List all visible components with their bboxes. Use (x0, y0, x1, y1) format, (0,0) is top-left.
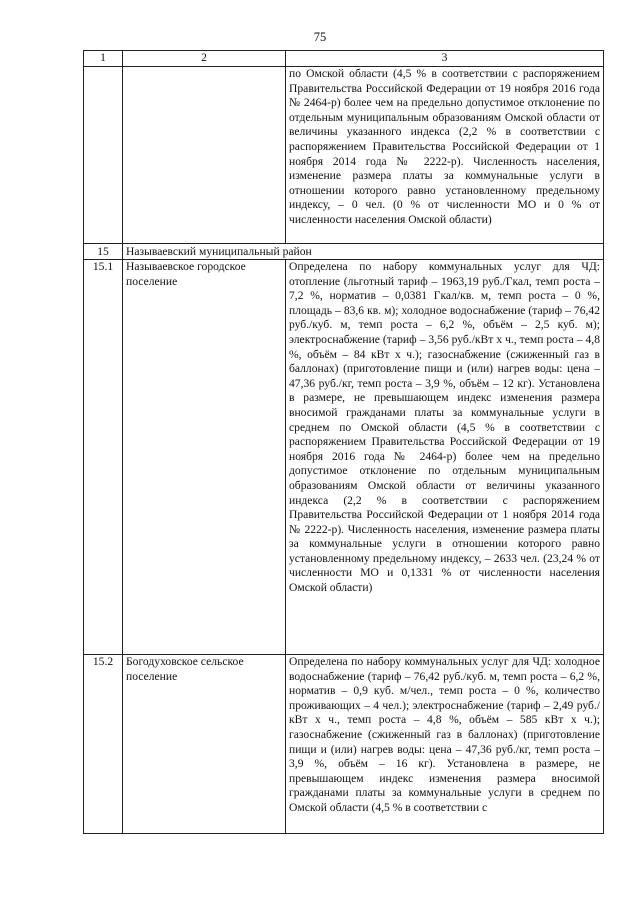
table-header-row (84, 51, 604, 67)
row-number: 15.1 (84, 260, 123, 655)
row-description-cell: по Омской области (4,5 % в соответствии с распоряжением Правительства Российской Федерации от 19 ноября 2016 года № 2464-р) более чем на предельно допустимое отклонение по отдельным муниципальным образованиям Омской области от величины указанного индекса (2,2 % в соответствии с распоряжением Правительства Российской Федерации от 1 ноября 2014 года № 2222-р). Численность населения, изменение размера платы за коммунальные услуги в отношении которого равно установленному предельному индексу, – 0 чел. (0 % от численности МО и 0 % от численности населения Омской области) (286, 67, 604, 244)
row-name-cell (123, 67, 286, 244)
section-number: 15 (84, 244, 123, 260)
column-header-3: 3 (286, 51, 604, 67)
table-row (84, 260, 604, 655)
row-settlement-name: Богодуховское сельское поселение (123, 655, 286, 834)
table-section-row (84, 244, 604, 260)
section-title: Называевский муниципальный район (123, 244, 604, 260)
table-row-continuation (84, 67, 604, 244)
column-header-2: 2 (123, 51, 286, 67)
row-description: Определена по набору коммунальных услуг для ЧД: холодное водоснабжение (тариф – 76,42 руб./куб. м, темп роста – 6,2 %, норматив – 0,9 куб. м/чел., темп роста – 0 %, количество проживающих – 4 чел.); электроснабжение (тариф – 2,49 руб./кВт х ч., темп роста – 4,8 %, объём – 585 кВт х ч.); газоснабжение (сжиженный газ в баллонах) (приготовление пищи и (или) нагрев воды: цена – 47,36 руб./кг, темп роста – 3,9 %, объём – 16 кг). Установлена в размере, не превышающем индекс изменения размера вносимой гражданами платы за коммунальные услуги в среднем по Омской области (4,5 % в соответствии с (286, 655, 604, 834)
tariff-table (83, 50, 604, 834)
row-number-cell (84, 67, 123, 244)
row-description: Определена по набору коммунальных услуг для ЧД: отопление (льготный тариф – 1963,19 руб./Гкал, темп роста – 7,2 %, норматив – 0,0381 Гкал/кв. м, темп роста – 0 %, площадь – 83,6 кв. м); холодное водоснабжение (тариф – 76,42 руб./куб. м, темп роста – 6,2 %, объём – 2,5 куб. м); электроснабжение (тариф – 3,56 руб./кВт х ч., темп роста – 4,8 %, объём – 84 кВт х ч.); газоснабжение (сжиженный газ в баллонах) (приготовление пищи и (или) нагрев воды: цена – 47,36 руб./кг, темп роста – 3,9 %, объём – 12 кг). Установлена в размере, не превышающем индекс изменения размера вносимой гражданами платы за коммунальные услуги в среднем по Омской области (4,5 % в соответствии с распоряжением Правительства Российской Федерации от 19 ноября 2016 года № 2464-р) более чем на предельно допустимое отклонение по отдельным муниципальным образованиям Омской области от величины указанного индекса (2,2 % в соответствии с распоряжением Правительства Российской Федерации от 1 ноября 2014 года № 2222-р). Численность населения, изменение размера платы за коммунальные услуги в отношении которого равно установленному предельному индексу, – 2633 чел. (23,24 % от численности МО и 0,1331 % от численности населения Омской области) (286, 260, 604, 655)
table-row (84, 655, 604, 834)
page-number: 75 (313, 30, 327, 44)
row-settlement-name: Называевское городское поселение (123, 260, 286, 655)
row-number: 15.2 (84, 655, 123, 834)
column-header-1: 1 (84, 51, 123, 67)
